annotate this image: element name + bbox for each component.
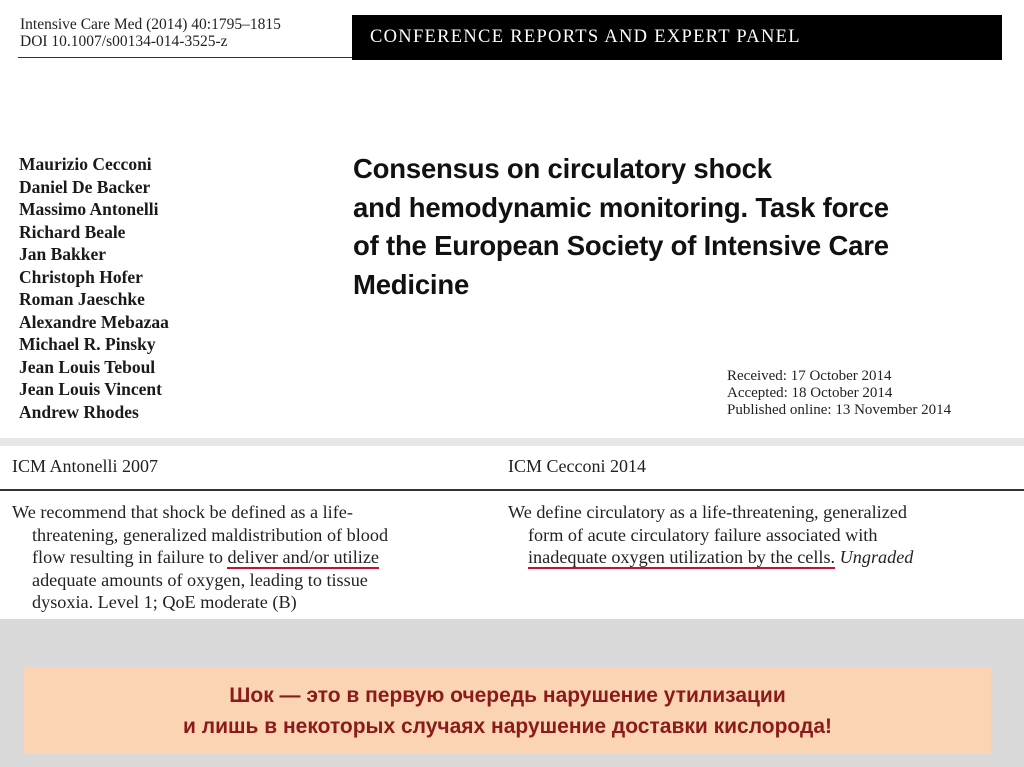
definition-line: We define circulatory as a life-threatening, generalized xyxy=(508,502,907,522)
callout-line: и лишь в некоторых случаях нарушение доставки кислорода! xyxy=(182,714,832,738)
title-line: of the European Society of Intensive Care xyxy=(353,230,889,261)
definition-text: flow resulting in failure to xyxy=(32,547,228,567)
journal-citation: Intensive Care Med (2014) 40:1795–1815 xyxy=(20,16,281,33)
right-column-heading: ICM Cecconi 2014 xyxy=(508,456,646,476)
comparison-rule xyxy=(0,489,1024,491)
author: Jean Louis Vincent xyxy=(19,379,162,399)
author: Alexandre Mebazaa xyxy=(19,311,169,332)
right-definition xyxy=(508,501,1018,569)
author: Jean Louis Teboul xyxy=(19,356,156,377)
section-label: CONFERENCE REPORTS AND EXPERT PANEL xyxy=(370,27,801,47)
author: Andrew Rhodes xyxy=(19,401,139,422)
author: Maurizio Cecconi xyxy=(19,154,152,174)
definition-line xyxy=(508,546,1018,569)
author-list xyxy=(19,153,169,423)
grade-label: Ungraded xyxy=(839,547,914,567)
highlighted-phrase: inadequate oxygen utilization by the cells. xyxy=(528,547,836,567)
author: Jan Bakker xyxy=(19,244,107,264)
left-definition xyxy=(12,501,492,614)
definition-line: dysoxia. Level 1; QoE moderate (B) xyxy=(32,592,297,612)
conclusion-callout xyxy=(24,667,991,754)
definition-line: We recommend that shock be defined as a life- xyxy=(12,502,353,522)
author: Christoph Hofer xyxy=(19,266,143,287)
definition-line: adequate amounts of oxygen, leading to tissue xyxy=(32,569,368,590)
publication-dates xyxy=(727,368,951,419)
received-date: Received: 17 October 2014 xyxy=(727,368,892,384)
accepted-date: Accepted: 18 October 2014 xyxy=(727,385,893,401)
header-rule xyxy=(18,57,352,58)
callout-line: Шок — это в первую очередь нарушение утилизации xyxy=(229,683,786,707)
author: Richard Beale xyxy=(19,221,126,242)
title-line: and hemodynamic monitoring. Task force xyxy=(353,191,889,223)
definition-line: form of acute circulatory failure associated with xyxy=(528,524,878,545)
published-date: Published online: 13 November 2014 xyxy=(727,402,952,418)
doi: DOI 10.1007/s00134-014-3525-z xyxy=(20,33,228,50)
journal-citation-block xyxy=(20,16,281,50)
title-line: Medicine xyxy=(353,268,470,300)
definition-line: threatening, generalized maldistribution of blood xyxy=(32,524,389,545)
author: Michael R. Pinsky xyxy=(19,334,156,354)
author: Daniel De Backer xyxy=(19,176,151,197)
author: Massimo Antonelli xyxy=(19,199,159,219)
section-divider xyxy=(0,438,1024,446)
article-title xyxy=(353,150,993,304)
left-column-heading: ICM Antonelli 2007 xyxy=(12,456,159,476)
section-banner xyxy=(352,15,1002,60)
title-line: Consensus on circulatory shock xyxy=(353,153,772,184)
author: Roman Jaeschke xyxy=(19,289,145,309)
definition-line xyxy=(12,546,492,569)
highlighted-phrase: deliver and/or utilize xyxy=(227,547,379,567)
